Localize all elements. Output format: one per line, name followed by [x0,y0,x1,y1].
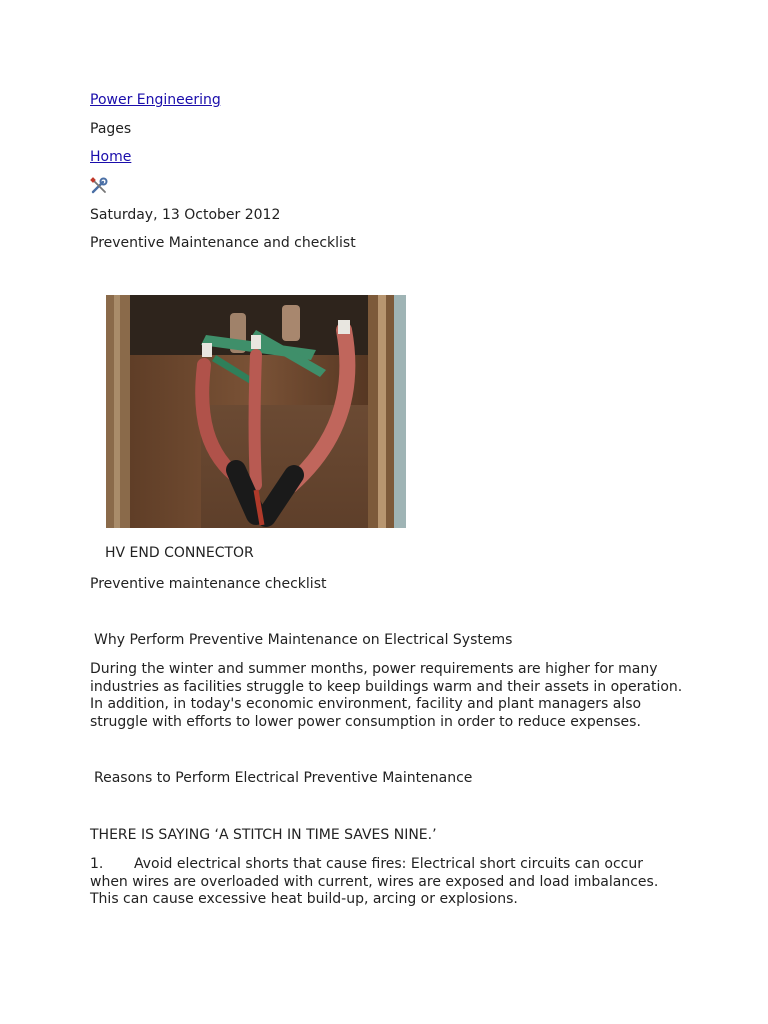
post-title: Preventive Maintenance and checklist [90,235,356,251]
paragraph-why: During the winter and summer months, power requirements are higher for many industries as facilities struggle to keep buildings warm and their assets in operation. In addition, in today's economic environment, facility and plant managers also struggle with efforts to lower power consumption in order to reduce expenses. [90,661,683,730]
hv-end-connector-photo [106,295,406,528]
blog-title-link[interactable]: Power Engineering [90,92,221,108]
list-item-number: 1. [90,856,104,872]
saying-text: THERE IS SAYING ‘A STITCH IN TIME SAVES NINE.’ [90,827,437,843]
section-heading-why: Why Perform Preventive Maintenance on Electrical Systems [94,632,513,648]
image-caption: HV END CONNECTOR [105,545,254,561]
list-item-text: Avoid electrical shorts that cause fires: Electrical short circuits can occur when wires are overloaded with current, wires are exposed and load imbalances. This can cause excessive heat build-up, arcing or explosions. [90,856,659,907]
section-heading-reasons: Reasons to Perform Electrical Preventive Maintenance [94,770,473,786]
wrench-screwdriver-icon[interactable] [90,177,108,195]
list-item-1 [90,856,670,909]
post-date: Saturday, 13 October 2012 [90,207,281,223]
post-subtitle: Preventive maintenance checklist [90,576,327,592]
home-link[interactable]: Home [90,149,132,165]
pages-label: Pages [90,121,132,137]
